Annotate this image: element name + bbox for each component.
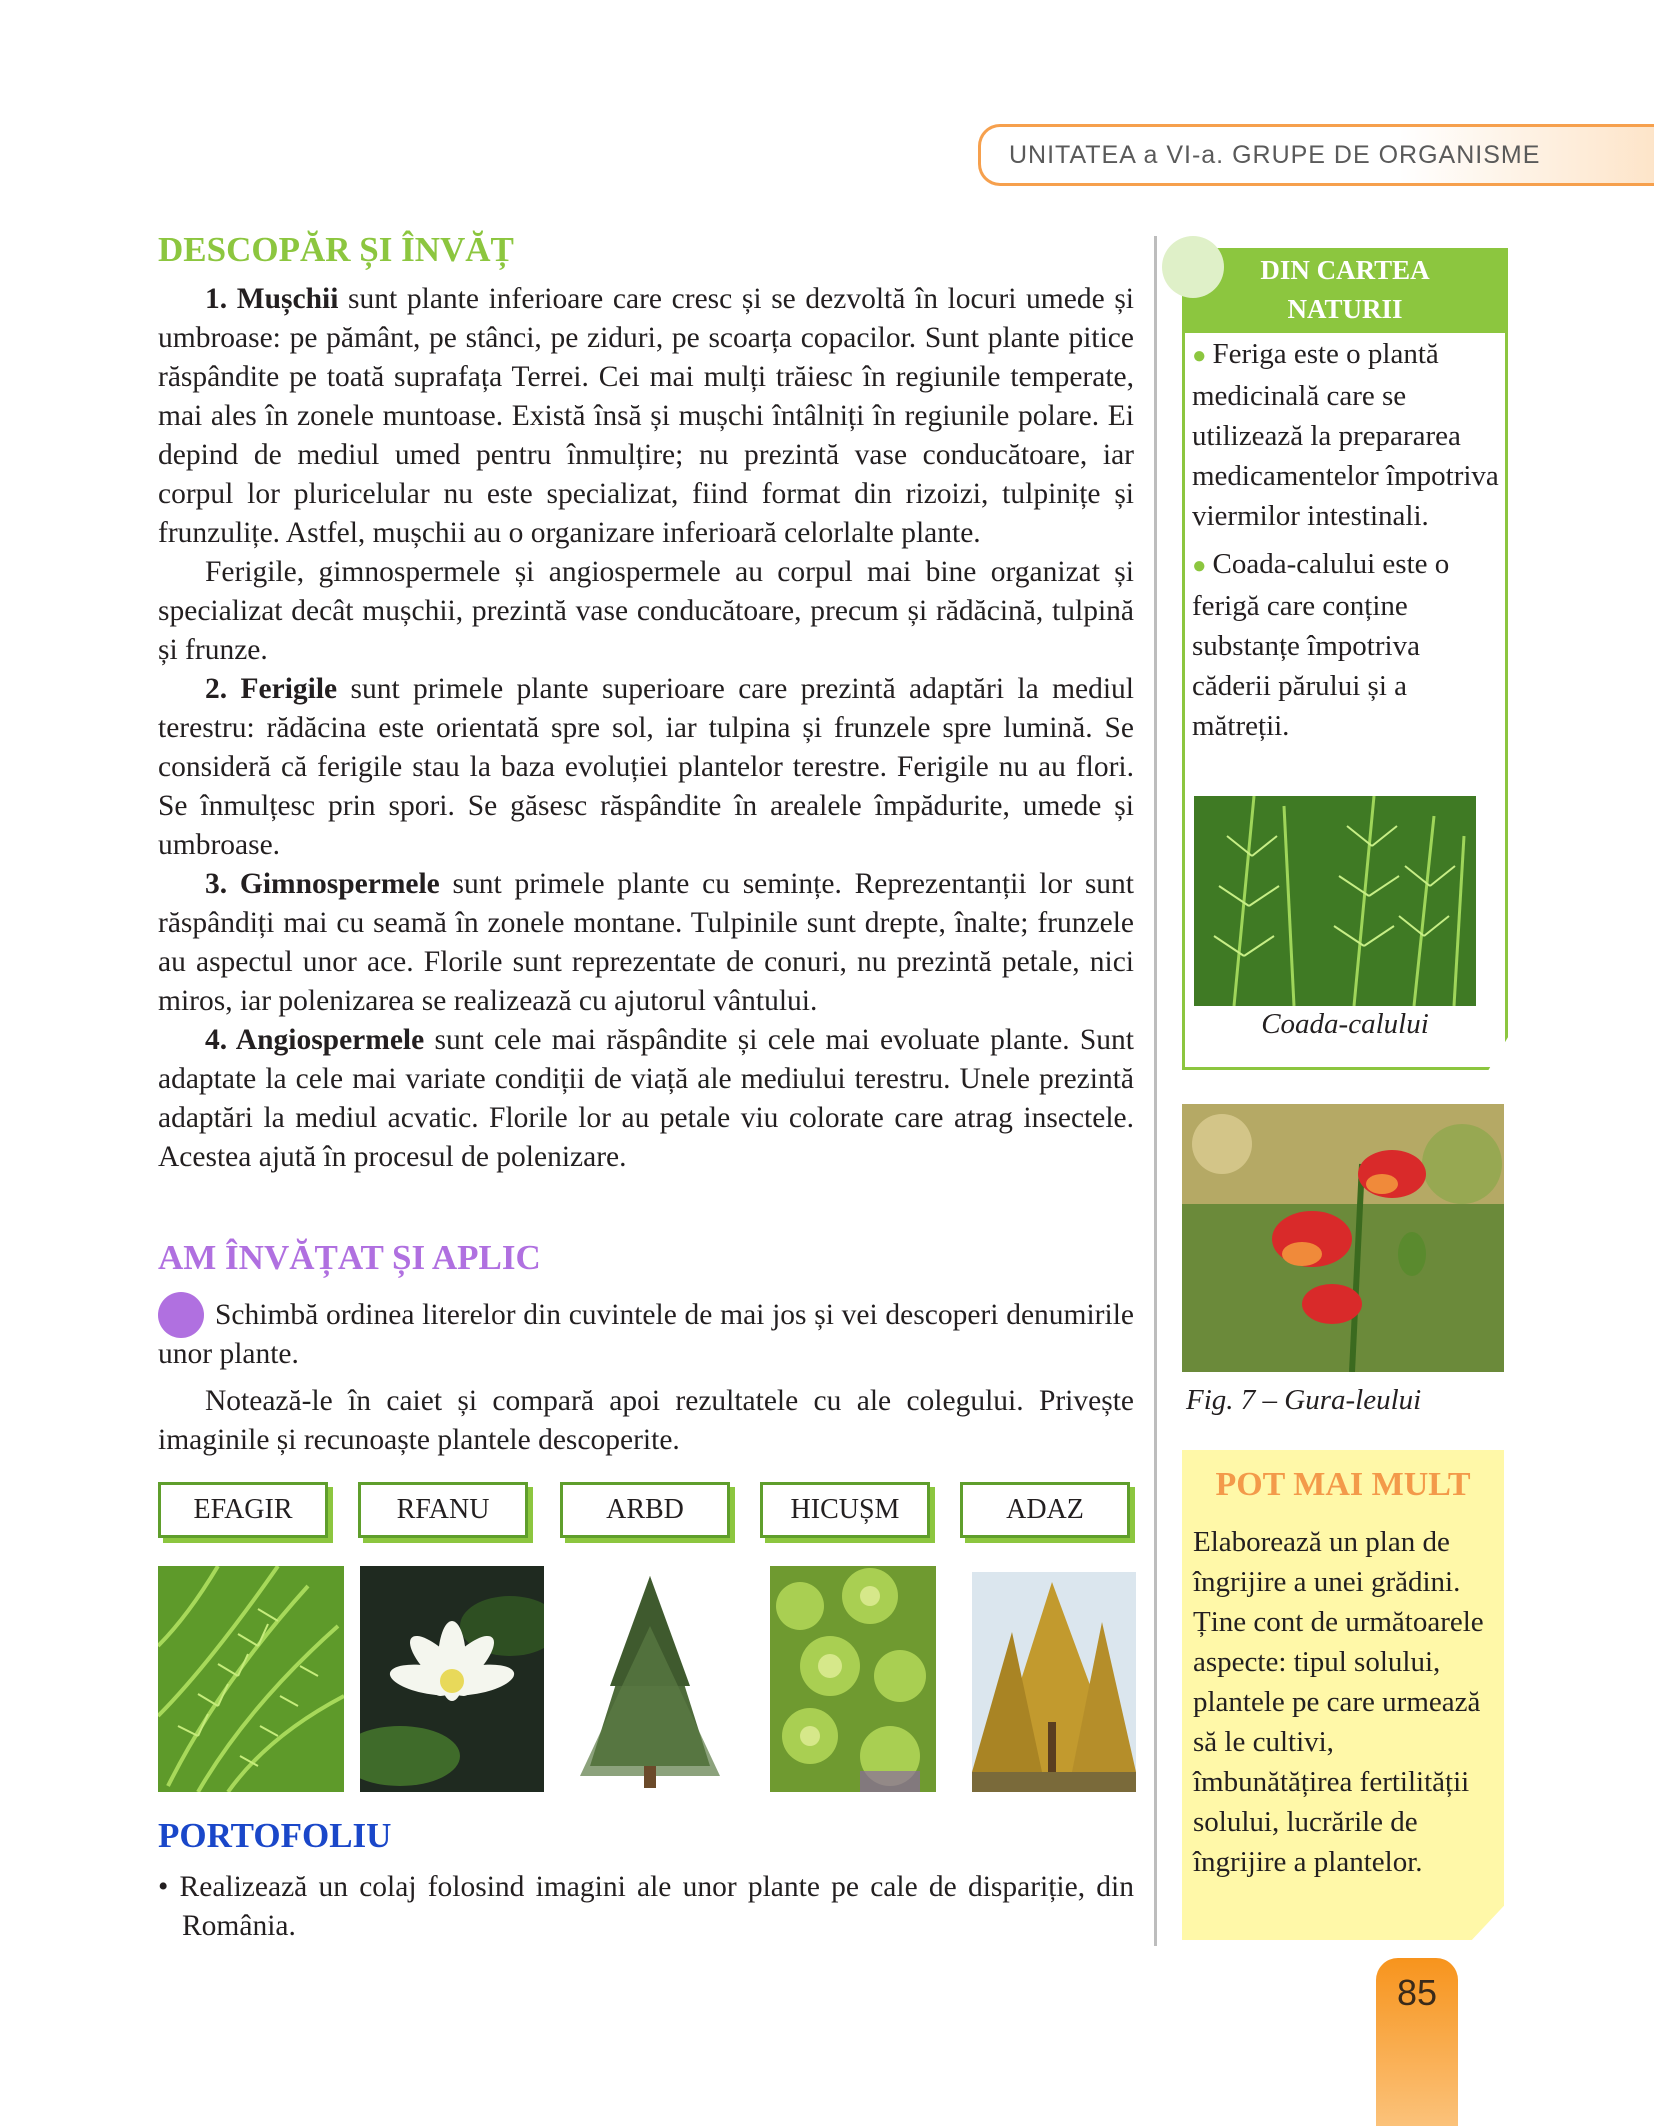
paragraph-text: sunt cele mai răspândite și cele mai evoluate plante. Sunt adaptate la cele mai variate condiții de viață ale mediului terestru. Unele prezintă adaptări la mediul acvatic. Florile lor au petale viu colorate care atrag insectele. Acestea ajută în procesul de polenizare. xyxy=(158,1024,1134,1173)
snapdragon-photo xyxy=(1182,1104,1504,1372)
section-discover-body xyxy=(158,280,1134,1177)
word-box: ADAZ xyxy=(960,1482,1130,1538)
green-bullet-icon: ● xyxy=(1192,553,1213,579)
paragraph-text: sunt primele plante superioare care prezintă adaptări la mediul terestru: rădăcina este orientată spre sol, iar tulpina și frunzele spre lumină. Se consideră că ferigile stau la baza evoluției plantelor terestre. Ferigile nu au flori. Se înmulțesc prin spori. Se găsesc răspândite în arealele împădurite, umede și umbroase. xyxy=(158,673,1135,861)
section-title-apply: AM ÎNVĂȚAT ȘI APLIC xyxy=(158,1238,541,1277)
instruction-text: Schimbă ordinea literelor din cuvintele de mai jos și vei descoperi denumirile unor plante. xyxy=(158,1299,1134,1370)
paragraph-text: sunt primele plante cu semințe. Reprezentanții lor sunt răspândiți mai cu seamă în zonele montane. Tulpinile sunt drepte, înalte; frunzele au aspectul unor ace. Florile sunt reprezentate de conuri, nu prezintă petale, nici miros, iar polenizarea se realizează cu ajutorul vântului. xyxy=(158,868,1135,1017)
fig7-caption: Fig. 7 – Gura-leului xyxy=(1186,1384,1422,1416)
section-title-discover: DESCOPĂR ȘI ÎNVĂȚ xyxy=(158,230,514,269)
fact-item xyxy=(1192,544,1502,746)
term-gimnospermele: Gimnospermele xyxy=(239,868,440,900)
nature-title-line1: DIN CARTEA xyxy=(1260,255,1430,285)
horsetail-caption: Coada-calului xyxy=(1261,1008,1429,1040)
paragraph-num: 1. xyxy=(205,283,237,315)
section-apply-body xyxy=(158,1296,1134,1460)
pot-mai-mult-title: POT MAI MULT xyxy=(1215,1466,1471,1503)
section-title-portfolio: PORTOFOLIU xyxy=(158,1816,392,1855)
water-lily-photo xyxy=(360,1566,544,1792)
term-angiospermele: Angiospermele xyxy=(235,1024,425,1056)
term-muschii: Mușchii xyxy=(236,283,339,315)
portfolio-item xyxy=(158,1868,1134,1946)
fact-text: Coada-calului este o ferigă care conține substanțe împotriva căderii părului și a mătreții. xyxy=(1192,548,1450,742)
paragraph-num: 4. xyxy=(205,1024,236,1056)
column-divider xyxy=(1154,236,1157,1946)
paragraph-gimnospermele xyxy=(158,865,1134,1021)
nature-title-line2: NATURII xyxy=(1287,294,1403,324)
moss-photo xyxy=(770,1566,936,1792)
fact-item xyxy=(1192,334,1502,536)
horsetail-photo xyxy=(1194,796,1476,1006)
nature-box-title xyxy=(1185,251,1505,333)
bullet-icon: • xyxy=(158,1871,180,1903)
paragraph-text: sunt plante inferioare care cresc și se dezvoltă în locuri umede și umbroase: pe pământ, pe stânci, pe ziduri, pe scoarța copacilor. Sunt plante pitice răspândite pe toată suprafața Terrei. Cei mai mulți trăiesc în regiunile temperate, mai ales în zonele muntoase. Există însă și mușchi întâlniți în regiunile polare. Ei depind de mediul umed pentru înmulțire; nu prezintă vase conducătoare, iar corpul lor pluricelular nu este specializat, fiind format din rizoizi, tulpinițe și frunzulițe. Astfel, mușchii au o organizare inferioară celorlalte plante. xyxy=(158,283,1135,549)
nature-facts xyxy=(1192,334,1502,746)
fact-text: Feriga este o plantă medicinală care se utilizează la prepararea medicamentelor împotriva viermilor intestinali. xyxy=(1192,338,1499,532)
unit-header xyxy=(978,124,1654,186)
portfolio-text: Realizează un colaj folosind imagini ale unor plante pe cale de dispariție, din România. xyxy=(179,1871,1135,1942)
term-ferigile: Ferigile xyxy=(240,673,338,705)
paragraph-muschii xyxy=(158,280,1134,553)
word-box: HICUȘM xyxy=(760,1482,930,1538)
fir-tree-photo xyxy=(560,1566,740,1792)
word-box: RFANU xyxy=(358,1482,528,1538)
paragraph-num: 3. xyxy=(205,868,240,900)
word-box: EFAGIR xyxy=(158,1482,328,1538)
paragraph-angiospermele xyxy=(158,1021,1134,1177)
pot-mai-mult-text: Elaborează un plan de îngrijire a unei grădini. Ține cont de următoarele aspecte: tipul solului, plantele pe care urmează să le cultivi, îmbunătățirea fertilității solului, lucrările de îngrijire a plantelor. xyxy=(1193,1526,1484,1878)
green-bullet-icon: ● xyxy=(1192,343,1213,369)
fern-photo xyxy=(158,1566,344,1792)
unit-title: UNITATEA a VI-a. GRUPE DE ORGANISME xyxy=(1009,141,1541,169)
word-box: ARBD xyxy=(560,1482,730,1538)
paragraph-superior-plants: Ferigile, gimnospermele și angiospermele au corpul mai bine organizat și specializat decât mușchii, prezintă vase conducătoare, precum și rădăcină, tulpină și frunze. xyxy=(158,556,1134,666)
page-number: 85 xyxy=(1396,1972,1438,2013)
paragraph-ferigile xyxy=(158,670,1134,865)
instruction-text-2: Notează-le în caiet și compară apoi rezultatele cu ale colegului. Privește imaginile și recunoaște plantele descoperite. xyxy=(158,1385,1134,1456)
decorative-circle-icon xyxy=(1162,236,1224,298)
larch-photo xyxy=(972,1572,1136,1792)
paragraph-num: 2. xyxy=(205,673,241,705)
